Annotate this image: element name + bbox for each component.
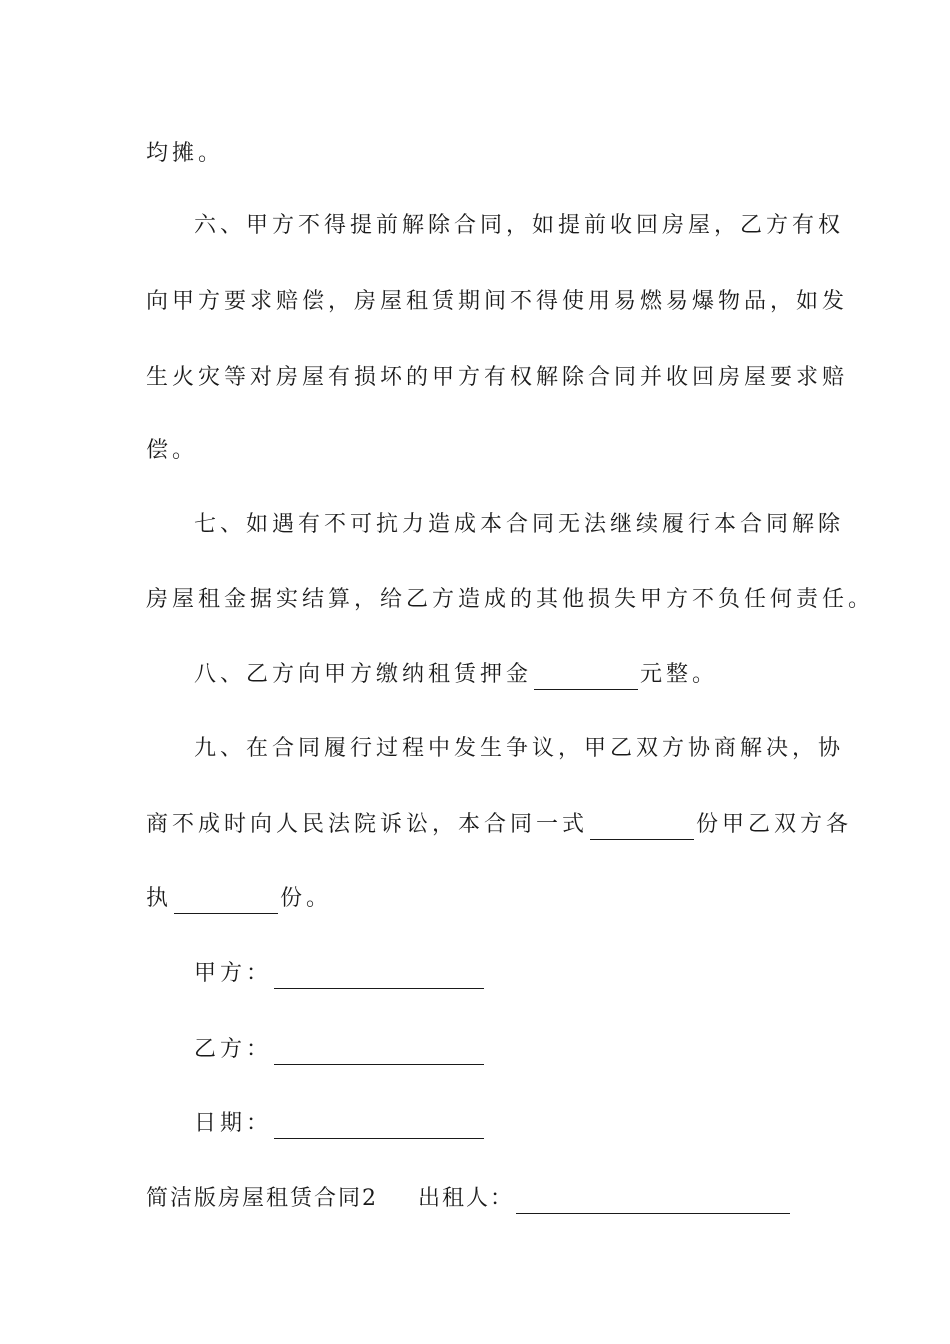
clause-7-line-2: 房屋租金据实结算，给乙方造成的其他损失甲方不负任何责任。: [146, 587, 875, 612]
next-contract-title: 简洁版房屋租赁合同2: [146, 1186, 378, 1211]
party-a-blank[interactable]: [274, 964, 484, 989]
clause-6-line-3: 生火灾等对房屋有损坏的甲方有权解除合同并收回房屋要求赔: [146, 365, 849, 390]
date-signature-line: [194, 1109, 486, 1139]
clause-9-line-3: [146, 884, 332, 914]
next-contract-line: [146, 1184, 792, 1214]
date-label: 日期：: [194, 1111, 273, 1136]
clause-9-end-text: 份。: [280, 886, 333, 911]
party-a-signature-line: [194, 959, 486, 989]
lessor-label: 出租人：: [418, 1186, 515, 1211]
clause-8-text-before: 八、乙方向甲方缴纳租赁押金: [194, 662, 533, 687]
date-blank[interactable]: [274, 1114, 484, 1139]
party-a-label: 甲方：: [194, 961, 273, 986]
party-b-label: 乙方：: [194, 1037, 273, 1062]
clause-7-line-1: 七、如遇有不可抗力造成本合同无法继续履行本合同解除: [194, 512, 845, 537]
clause-6-line-2: 向甲方要求赔偿，房屋租赁期间不得使用易燃易爆物品，如发: [146, 289, 849, 314]
clause-9-line-1: 九、在合同履行过程中发生争议，甲乙双方协商解决，协: [194, 736, 845, 761]
deposit-amount-blank[interactable]: [534, 665, 638, 690]
lessor-blank[interactable]: [516, 1189, 790, 1214]
clause-6-line-4: 偿。: [146, 438, 199, 463]
clause-9-hold-text: 执: [146, 886, 173, 911]
copies-total-blank[interactable]: [590, 815, 694, 840]
clause-9-text-before: 商不成时向人民法院诉讼，本合同一式: [146, 812, 589, 837]
clause-5-tail: 均摊。: [146, 141, 225, 166]
clause-9-line-2: [146, 810, 852, 840]
clause-8-text-after: 元整。: [640, 662, 719, 687]
clause-8-line: [194, 660, 718, 690]
party-b-blank[interactable]: [274, 1040, 484, 1065]
copies-each-blank[interactable]: [174, 889, 278, 914]
party-b-signature-line: [194, 1035, 486, 1065]
clause-6-line-1: 六、甲方不得提前解除合同，如提前收回房屋，乙方有权: [194, 213, 845, 238]
clause-9-text-after: 份甲乙双方各: [696, 812, 853, 837]
